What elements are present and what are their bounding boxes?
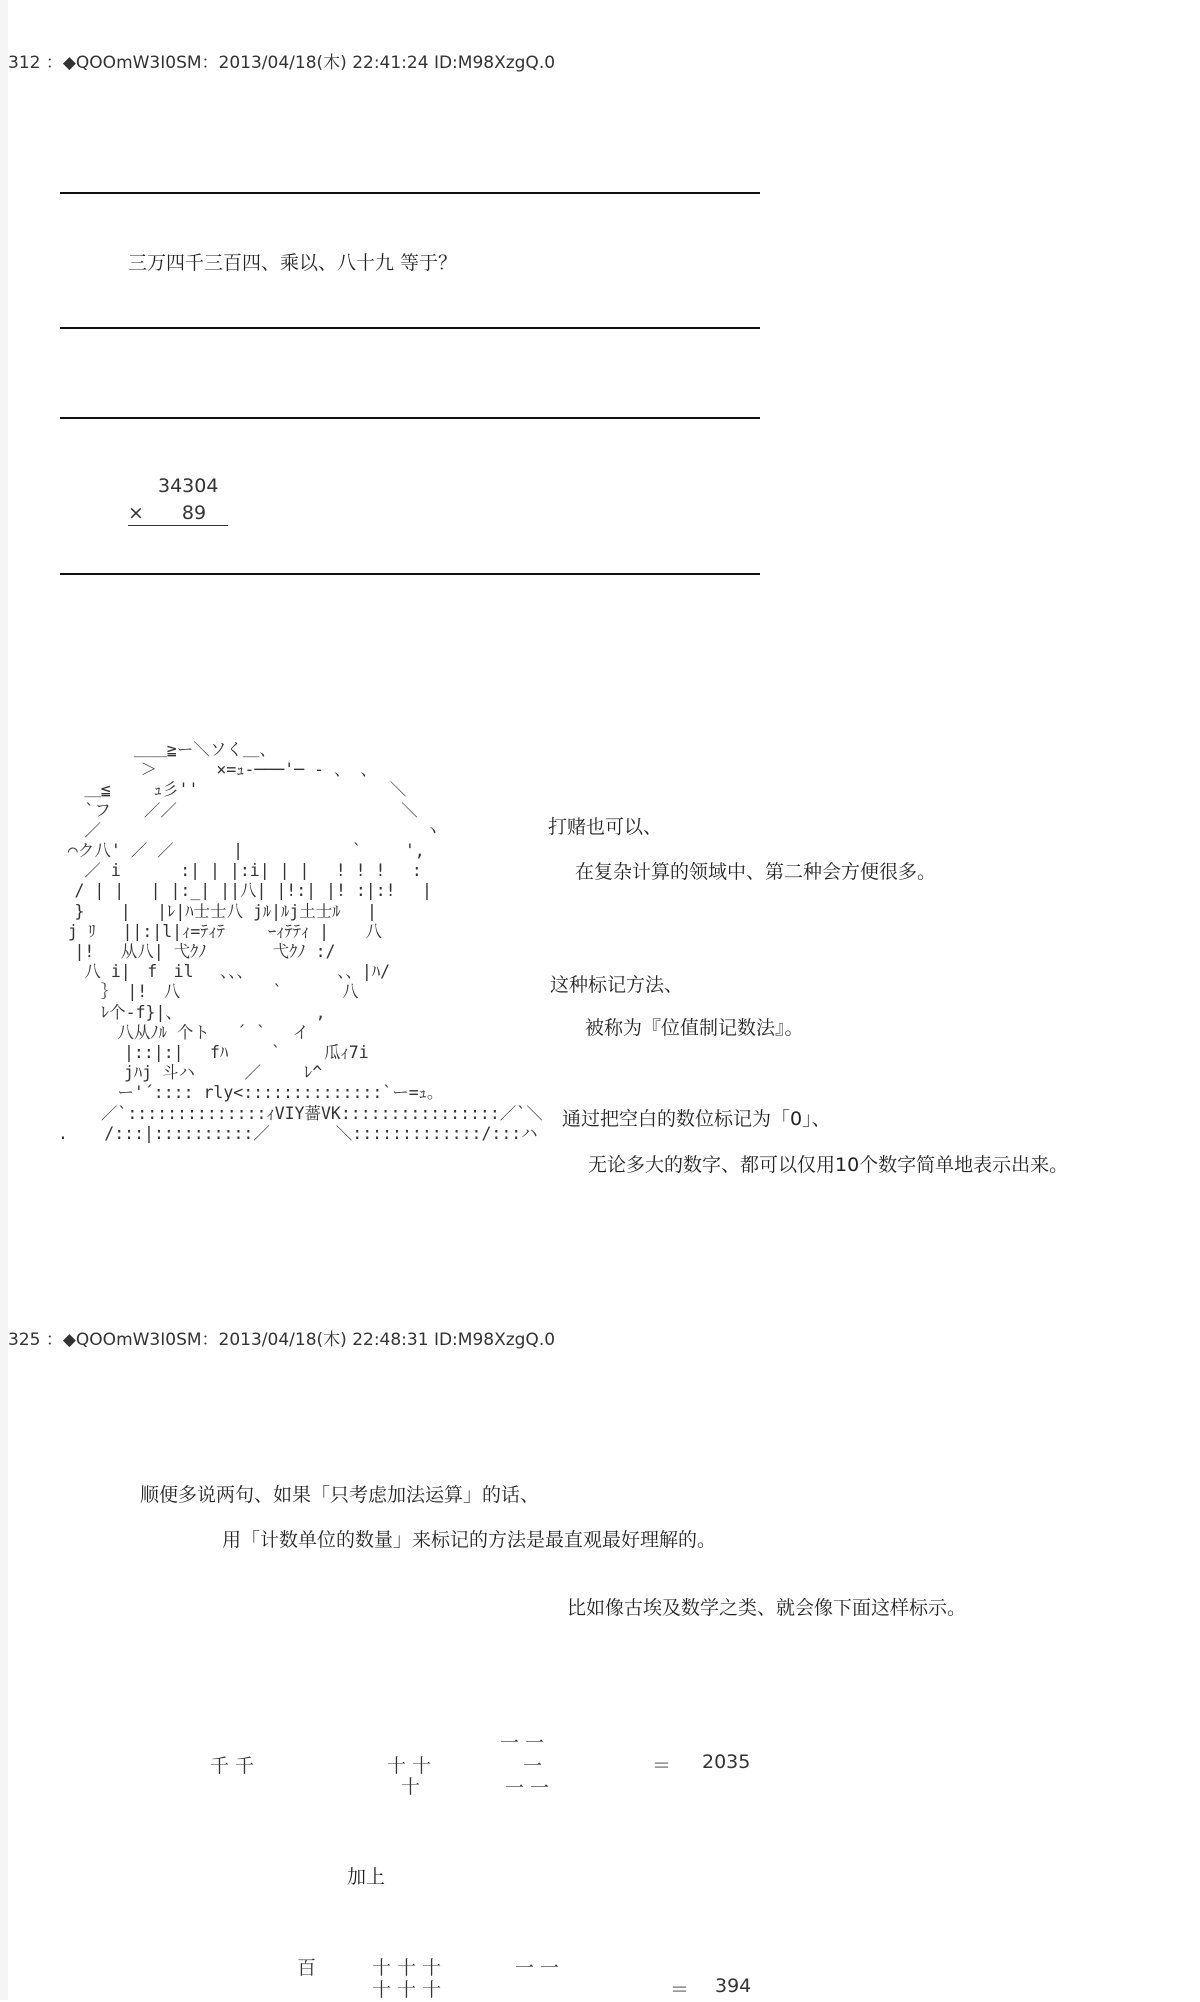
right-text-line: 无论多大的数字、都可以仅用10个数字简单地表示出来。	[588, 1154, 1069, 1176]
right-text-line: 这种标记方法、	[550, 974, 684, 996]
numeral-tens: 十 十 十	[372, 1957, 442, 1979]
numeral-ones: 一 一	[515, 1957, 560, 1979]
right-text-line: 被称为『位值制记数法』。	[585, 1017, 804, 1039]
body-line: 顺便多说两句、如果「只考虑加法运算」的话、	[140, 1484, 540, 1506]
numeral-tens: 十	[401, 1776, 421, 1798]
ascii-art-character: ＿＿≧ー＼ソく＿、 ＞ ×=ｭ-───'─ - 、 、 ＿≦ ｭ彡'' ＼ `フ ／／ ＼ ／ ヽ ⌒ク八' ／ ／ | ` ', ／ i :| | |:i| | | ! ! ! : / | | | |:_| ||八| |!:| |! :|:! | } | |ﾚ|ﾊ士士八 jﾙ|ﾙj土士ﾙ | j ﾘ ||:|l|ｨ=ﾃｨﾃ ｰｨﾃﾃｨ | 八 |! 从八| 弋ｸﾉ 弋ｸﾉ :/ 八 i| f il 、、、 、、|ﾊ/ ｝ |! 八 ` 八 ﾚ个-f}|、 , 八从ﾉﾙ 个ト ´ ` イ |::|:| fﾊ ` 瓜ｨ7i jﾊj 斗ハ ／ ﾚ^ ー'´:::: rly<::::::::::::::`ー=ｭ。 ／`::::::::::::::ｨVIY薔VK::::::::::::::::／`＼ . /:::|::::::::::／ ＼:::::::::::::/:::ハ	[58, 740, 543, 1143]
divider	[60, 417, 760, 419]
question-text: 三万四千三百四、乘以、八十九 等于？	[128, 252, 458, 274]
numeral-thousands: 千 千	[210, 1755, 255, 1777]
numeral-hundreds: 百	[297, 1957, 317, 1979]
numeral-ones: 一 一	[500, 1732, 545, 1754]
right-text-line: 打赌也可以、	[548, 816, 663, 838]
divider	[60, 573, 760, 575]
right-text-line: 在复杂计算的领域中、第二种会方便很多。	[575, 861, 937, 883]
post-header-312: 312 ：◆QOOmW3I0SM：2013/04/18(木) 22:41:24 ID:M98XzgQ.0	[8, 53, 556, 73]
numeral-ones: 一 一	[505, 1777, 550, 1799]
divider	[60, 327, 760, 329]
calc-multiplier: × 89	[128, 498, 228, 526]
numeral-tens: 十 十	[387, 1755, 432, 1777]
calc-multiplicand: 34304	[158, 475, 219, 497]
divider	[60, 192, 760, 194]
equals-sign: ＝	[652, 1755, 672, 1777]
page-margin	[0, 0, 8, 2000]
plus-label: 加上	[347, 1866, 386, 1888]
equals-sign: ＝	[670, 1979, 690, 2001]
numeral-ones: 一	[523, 1755, 543, 1777]
numeral-tens: 十 十 十	[372, 1979, 442, 2001]
body-line: 用「计数单位的数量」来标记的方法是最直观最好理解的。	[222, 1529, 717, 1551]
right-text-line: 通过把空白的数位标记为「0」、	[562, 1108, 831, 1130]
post-header-325: 325 ：◆QOOmW3I0SM：2013/04/18(木) 22:48:31 ID:M98XzgQ.0	[8, 1330, 556, 1350]
body-line: 比如像古埃及数学之类、就会像下面这样标示。	[567, 1597, 967, 1619]
result-value: 2035	[702, 1751, 751, 1773]
result-value: 394	[715, 1975, 752, 1997]
